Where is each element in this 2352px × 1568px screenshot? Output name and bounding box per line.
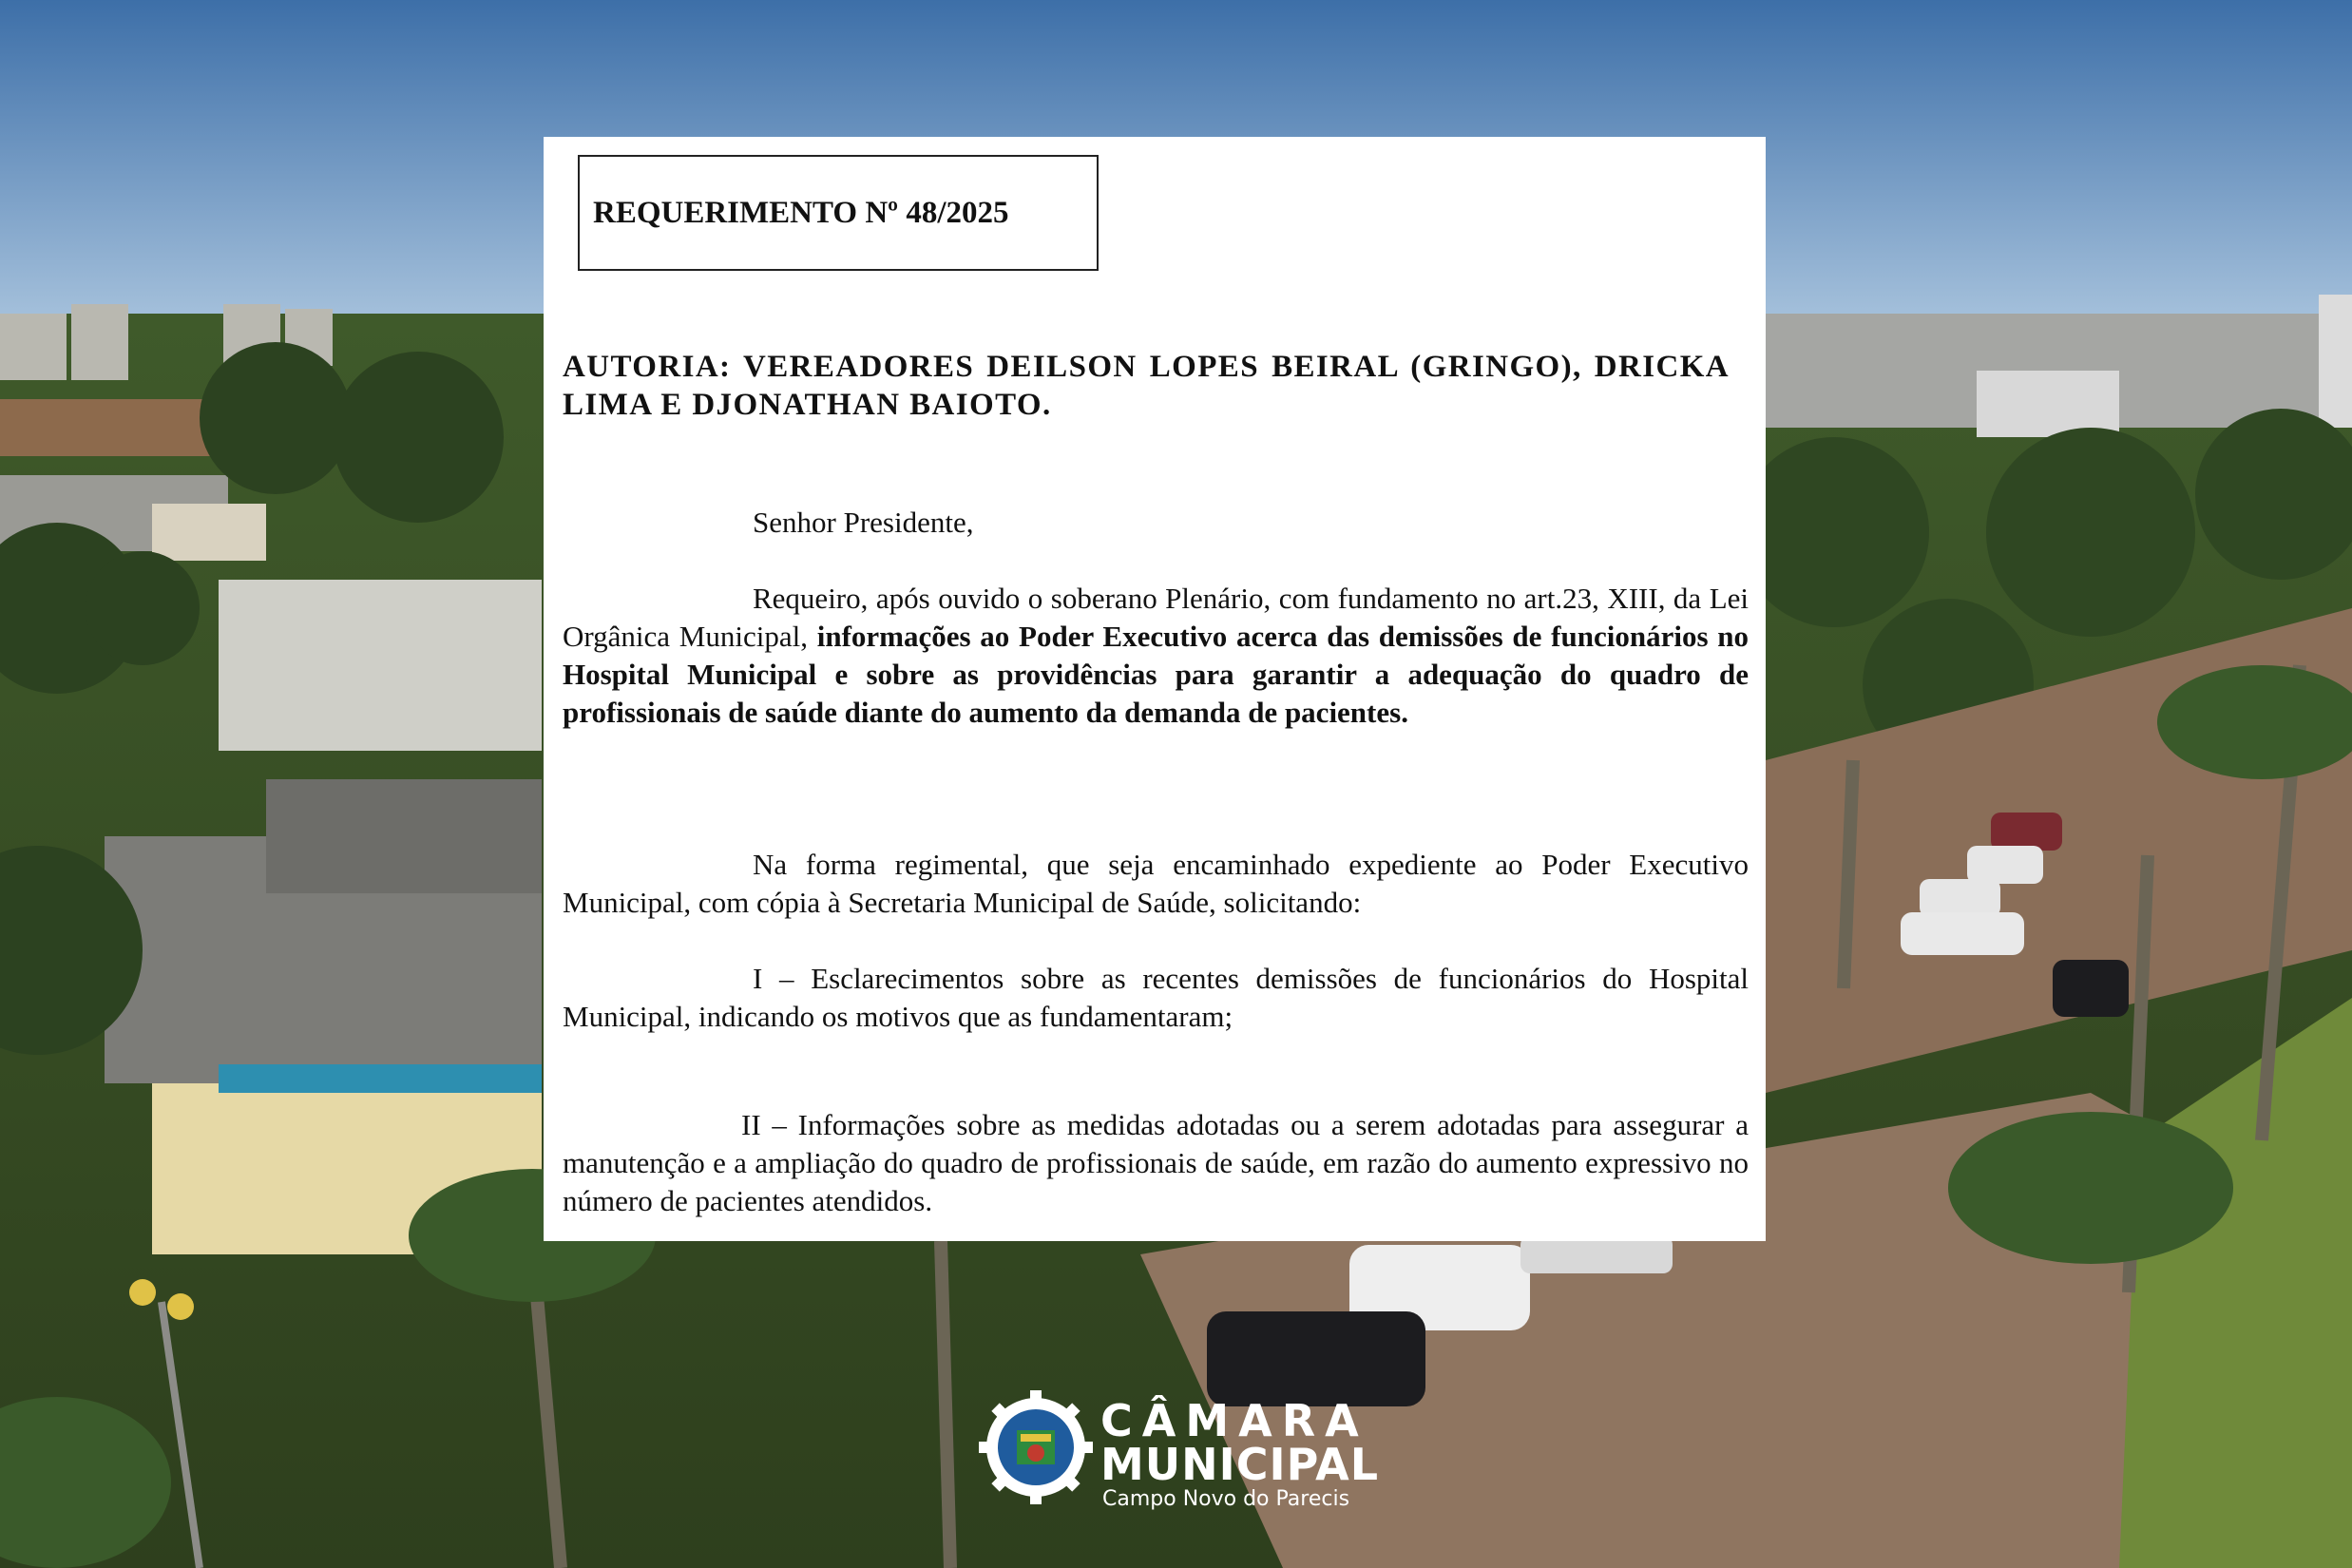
salutation: Senhor Presidente, [753, 506, 974, 539]
camara-municipal-logo [979, 1390, 1380, 1511]
document-page [544, 137, 1766, 1241]
logo-line-city: Campo Novo do Parecis [1102, 1487, 1350, 1511]
request-text: Requeiro, após ouvido o soberano Plenário, com fundamento no art.23, XIII, da Lei Orgânica Municipal, [563, 582, 1749, 653]
regimental-text: Na forma regimental, que seja encaminhado expediente ao Poder Executivo Municipal, com cópia à Secretaria Municipal de Saúde, solicitando: [563, 848, 1749, 919]
document-authors: AUTORIA: VEREADORES DEILSON LOPES BEIRAL (GRINGO), DRICKA LIMA E DJONATHAN BAIOTO. [563, 350, 1730, 422]
item-two-text: II – Informações sobre as medidas adotadas ou a serem adotadas para assegurar a manutenção e a ampliação do quadro de profissionais de saúde, em razão do aumento expressivo no número de pacientes atendidos. [563, 1108, 1749, 1217]
item-one-paragraph [563, 960, 1749, 1036]
logo-line-camara: CÂMARA [1100, 1395, 1368, 1446]
salutation-paragraph [563, 504, 1749, 542]
request-bold-text: informações ao Poder Executivo acerca das demissões de funcionários no Hospital Municipal e sobre as providências para garantir a adequação do quadro de profissionais de saúde diante do aumento da demanda de pacientes. [563, 620, 1750, 729]
item-one-text: I – Esclarecimentos sobre as recentes demissões de funcionários do Hospital Municipal, indicando os motivos que as fundamentaram; [563, 962, 1749, 1033]
request-paragraph [563, 580, 1749, 732]
logo-line-municipal: MUNICIPAL [1100, 1439, 1380, 1490]
document-title: REQUERIMENTO Nº 48/2025 [578, 155, 1099, 271]
item-two-paragraph [563, 1106, 1749, 1220]
regimental-paragraph [563, 846, 1749, 922]
camara-seal-icon [979, 1390, 1093, 1504]
